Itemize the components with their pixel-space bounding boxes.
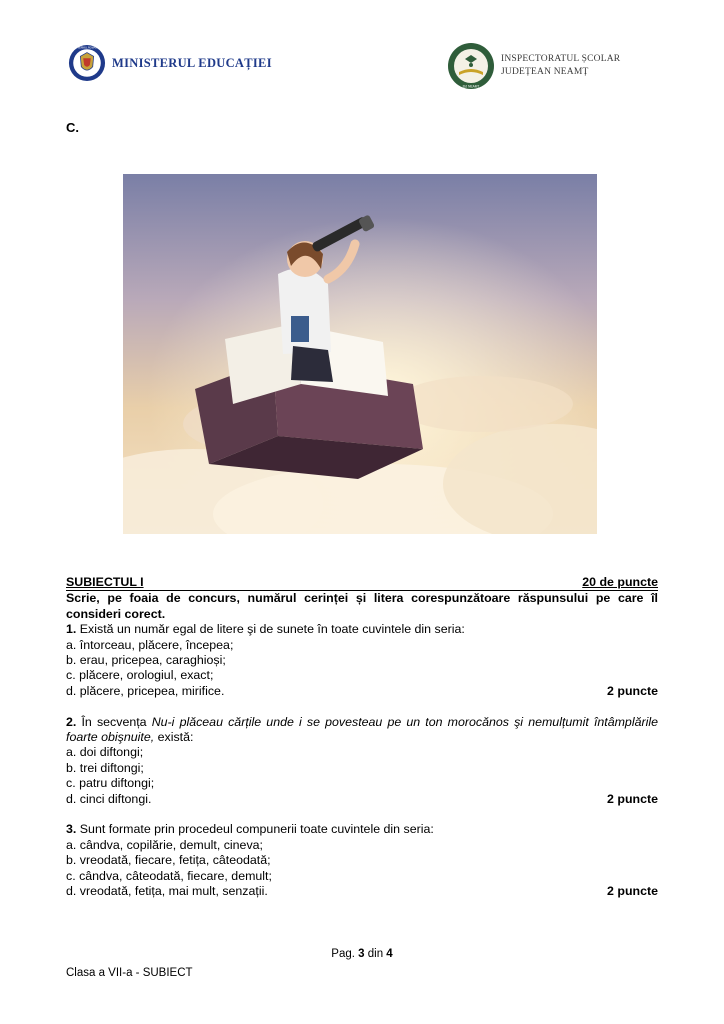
question-2-option-a: a. doi diftongi;	[66, 745, 144, 760]
question-2-points: 2 puncte	[607, 791, 658, 806]
subject-points: 20 de puncte	[582, 575, 658, 589]
question-1	[66, 622, 658, 699]
question-3-stem: Sunt formate prin procedeul compunerii toate cuvintele din seria:	[76, 822, 434, 837]
isj-emblem-text: ISJ NEAMȚ	[462, 84, 480, 89]
page-total: 4	[386, 948, 393, 960]
question-1-text	[66, 622, 658, 637]
inspectorate-emblem-icon	[447, 42, 495, 90]
question-2-last-row	[66, 792, 658, 807]
ministry-emblem-icon	[68, 44, 106, 82]
question-1-option-a: a. întorceau, plăcere, începea;	[66, 637, 234, 652]
subject-header	[66, 575, 658, 591]
inspectorate-logo	[447, 42, 620, 90]
subject-instruction: Scrie, pe foaia de concurs, numărul cerinței și litera corespunzătoare răspunsului pe care îl consideri corect.	[66, 591, 658, 621]
subject-section	[66, 575, 658, 900]
question-2-option-c: c. patru diftongi;	[66, 776, 155, 791]
inspectorate-line-1: INSPECTORATUL ȘCOLAR	[501, 54, 621, 64]
question-3-last-row	[66, 884, 658, 899]
question-2-quote: Nu-i plăceau cărțile unde i se povesteau pe un ton morocănos şi nemulțumit întâmplările foarte obişnuite,	[66, 714, 658, 745]
illustration-photo	[123, 174, 597, 534]
question-1-last-row	[66, 684, 658, 699]
question-3-option-b: b. vreodată, fiecare, fetița, câteodată;	[66, 853, 271, 868]
question-3-number: 3.	[66, 822, 77, 837]
question-1-option-b: b. erau, pricepea, caraghioși;	[66, 653, 226, 668]
question-3	[66, 822, 658, 899]
page-prefix: Pag.	[331, 948, 359, 960]
question-2-number: 2.	[66, 714, 77, 729]
question-3-text	[66, 822, 658, 837]
question-2-text	[66, 715, 658, 746]
class-label: Clasa a VII-a - SUBIECT	[66, 967, 193, 979]
inspectorate-line-2: JUDEȚEAN NEAMȚ	[501, 67, 589, 77]
question-3-option-c: c. cândva, câteodată, fiecare, demult;	[66, 868, 272, 883]
question-3-option-d: d. vreodată, fetița, mai mult, senzații.	[66, 884, 268, 899]
ministry-emblem-text: GUVERNUL ROMÂNIEI	[73, 46, 101, 50]
question-1-stem: Există un număr egal de litere şi de sunete în toate cuvintele din seria:	[76, 622, 465, 637]
question-1-option-d: d. plăcere, pricepea, mirifice.	[66, 683, 225, 698]
question-3-points: 2 puncte	[607, 884, 658, 899]
page-current: 3	[358, 948, 365, 960]
subject-title: SUBIECTUL I	[66, 575, 144, 589]
question-2	[66, 715, 658, 807]
question-2-option-b: b. trei diftongi;	[66, 760, 144, 775]
page-mid: din	[364, 948, 387, 960]
question-1-points: 2 puncte	[607, 683, 658, 698]
question-2-stem-after: există:	[154, 730, 194, 745]
section-letter: C.	[66, 120, 79, 135]
question-2-stem-before: În secvența	[76, 714, 152, 729]
question-1-option-c: c. plăcere, orologiul, exact;	[66, 668, 214, 683]
page-header	[0, 38, 724, 94]
question-1-number: 1.	[66, 622, 77, 637]
page-number	[0, 948, 724, 960]
question-2-option-d: d. cinci diftongi.	[66, 791, 152, 806]
ministry-name: MINISTERUL EDUCAȚIEI	[112, 55, 272, 70]
question-3-option-a: a. cândva, copilărie, demult, cineva;	[66, 837, 263, 852]
ministry-logo	[68, 44, 272, 82]
inspectorate-name	[501, 53, 620, 79]
girl-telescope-book-icon	[123, 174, 597, 534]
